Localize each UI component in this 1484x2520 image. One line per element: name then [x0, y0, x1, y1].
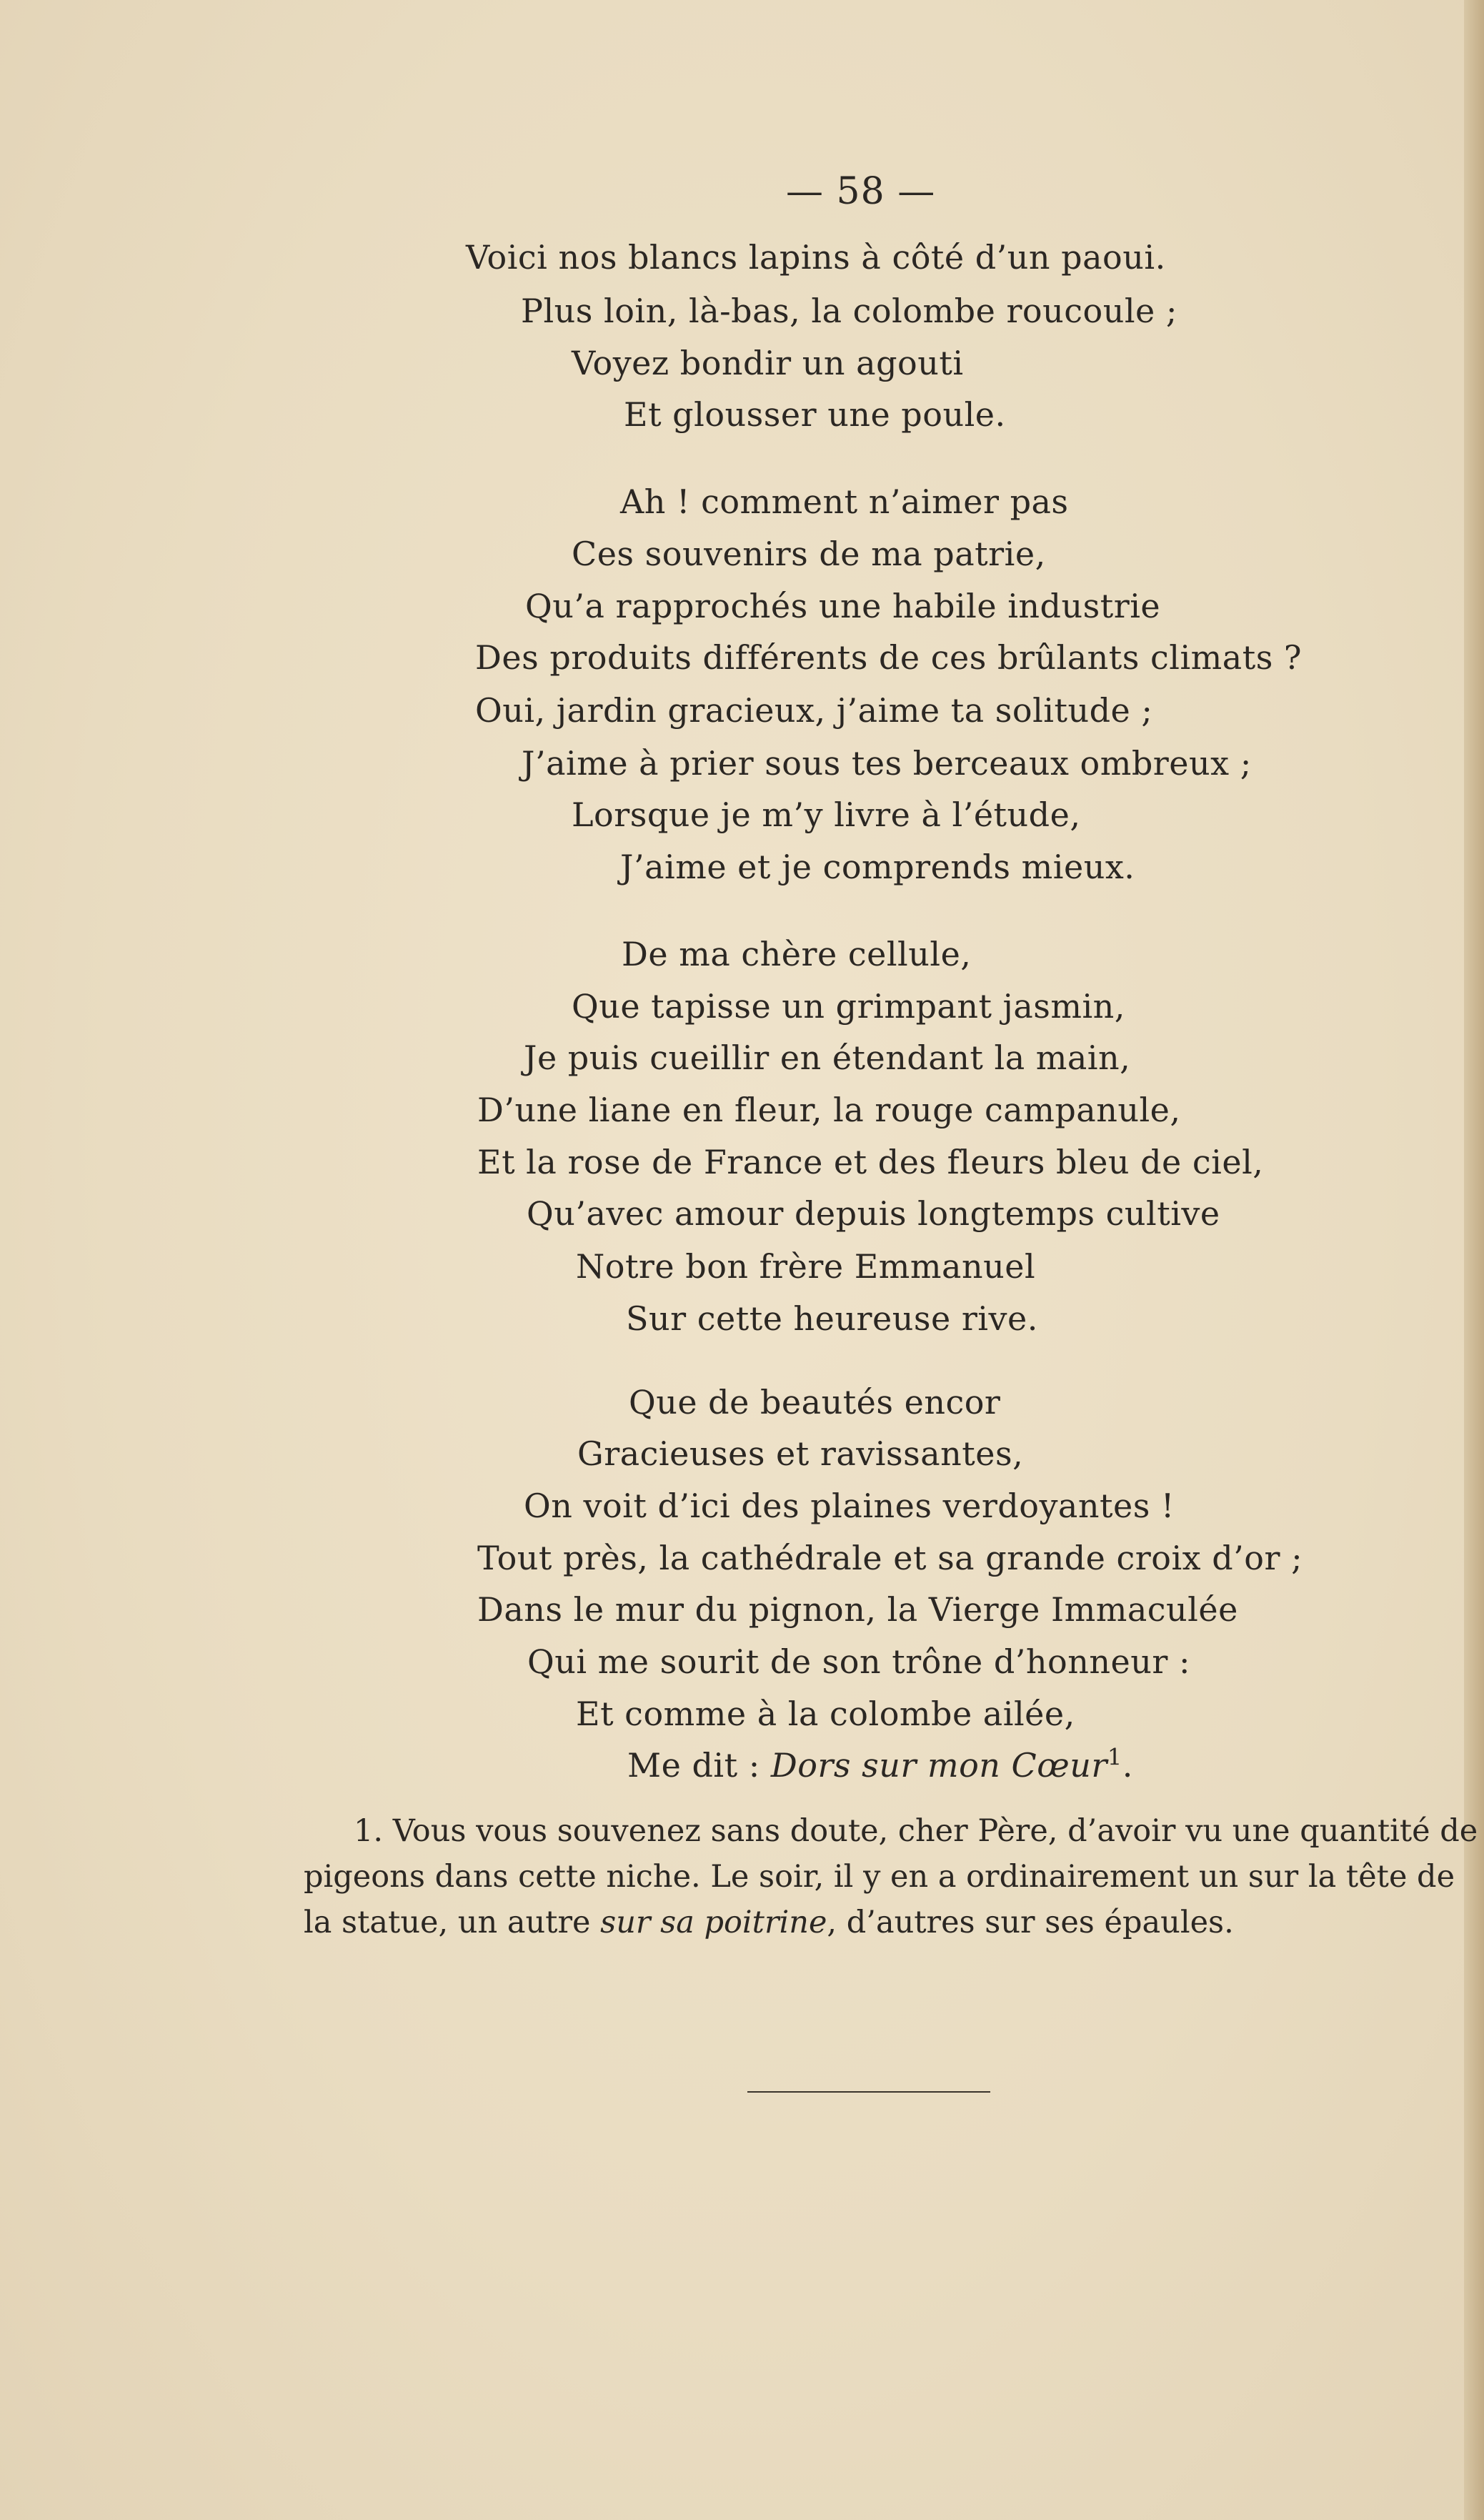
page-number: — 58 — — [786, 170, 936, 213]
footnote-line: pigeons dans cette niche. Le soir, il y en a ordinairement un sur la tête de — [304, 1859, 1455, 1895]
footnote-reference[interactable]: 1 — [1107, 1743, 1122, 1771]
verse-line: Et comme à la colombe ailée, — [576, 1695, 1075, 1733]
verse-line: Voyez bondir un agouti — [572, 344, 964, 382]
footnote — [304, 1808, 1478, 1945]
verse-line-last — [627, 1744, 1133, 1787]
verse-line: Qui me sourit de son trône d’honneur : — [527, 1642, 1190, 1681]
verse-line: Tout près, la cathédrale et sa grande croix d’or ; — [477, 1539, 1303, 1577]
verse-line: D’une liane en fleur, la rouge campanule, — [477, 1091, 1181, 1129]
verse-line: Sur cette heureuse rive. — [626, 1299, 1038, 1338]
verse-line: Je puis cueillir en étendant la main, — [524, 1038, 1131, 1077]
verse-line: Que tapisse un grimpant jasmin, — [572, 987, 1125, 1026]
verse-line: Oui, jardin gracieux, j’aime ta solitude ; — [475, 691, 1153, 730]
section-divider — [747, 2091, 990, 2093]
verse-line: J’aime à prier sous tes berceaux ombreux ; — [522, 744, 1252, 783]
verse-prefix: Me dit : — [627, 1746, 771, 1785]
verse-line: Lorsque je m’y livre à l’étude, — [572, 795, 1081, 834]
verse-line: Et glousser une poule. — [624, 395, 1006, 434]
verse-line: Qu’avec amour depuis longtemps cultive — [527, 1194, 1220, 1233]
footnote-marker: 1. — [354, 1813, 384, 1849]
verse-line: Notre bon frère Emmanuel — [576, 1247, 1036, 1286]
verse-line: Dans le mur du pignon, la Vierge Immaculée — [477, 1590, 1238, 1629]
verse-suffix: . — [1122, 1746, 1133, 1785]
verse-line: Des produits différents de ces brûlants climats ? — [475, 638, 1303, 677]
verse-line: Plus loin, là-bas, la colombe roucoule ; — [521, 292, 1177, 330]
verse-line: Voici nos blancs lapins à côté d’un paoui. — [466, 238, 1166, 277]
page-edge-shadow — [1464, 0, 1484, 2520]
verse-line: Gracieuses et ravissantes, — [577, 1434, 1024, 1473]
footnote-line: 1. Vous vous souvenez sans doute, cher Père, d’avoir vu une quantité de — [354, 1813, 1478, 1849]
verse-line: De ma chère cellule, — [622, 935, 972, 973]
verse-line: Qu’a rapprochés une habile industrie — [525, 587, 1161, 625]
verse-line: Et la rose de France et des fleurs bleu de ciel, — [477, 1143, 1264, 1181]
footnote-line: la statue, un autre sur sa poitrine, d’autres sur ses épaules. — [304, 1905, 1234, 1940]
verse-line: On voit d’ici des plaines verdoyantes ! — [524, 1487, 1175, 1525]
verse-line: Ces souvenirs de ma patrie, — [572, 535, 1046, 573]
verse-line: J’aime et je comprends mieux. — [620, 848, 1135, 886]
verse-italic: Dors sur mon Cœur — [770, 1746, 1107, 1785]
verse-line: Ah ! comment n’aimer pas — [620, 482, 1069, 521]
verse-line: Que de beautés encor — [629, 1383, 1001, 1422]
